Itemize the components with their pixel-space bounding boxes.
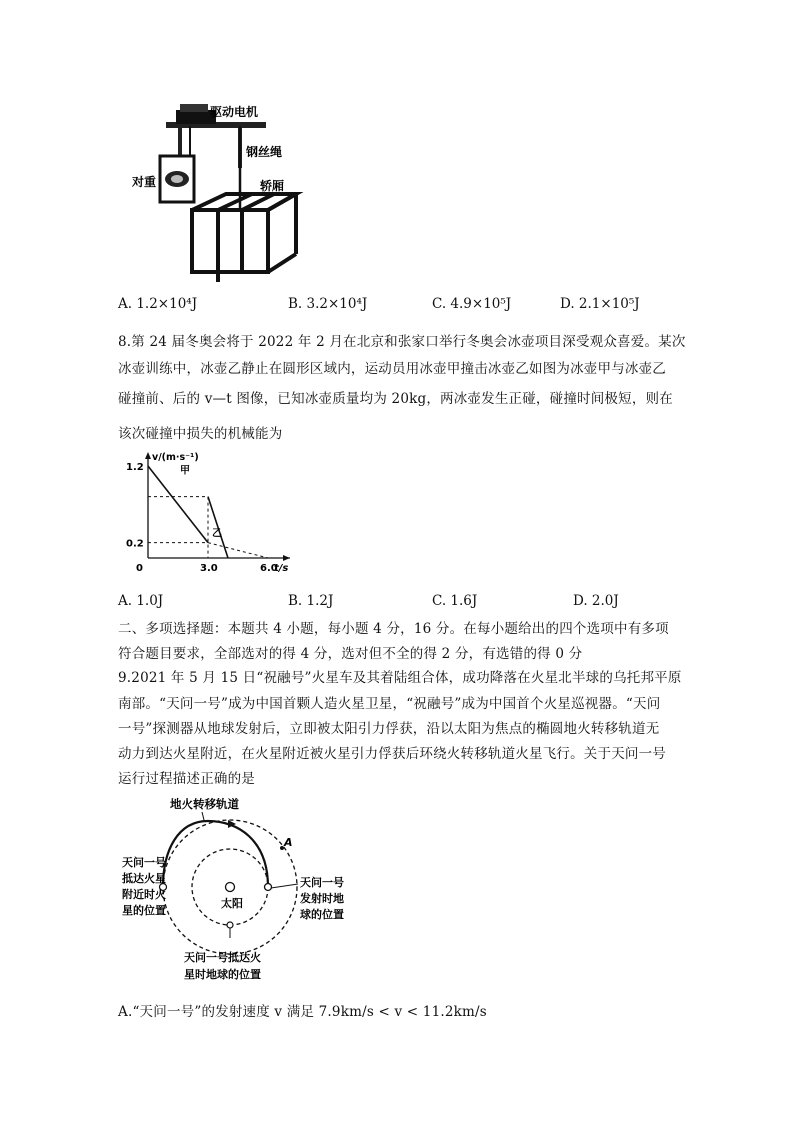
sun-marker [226, 883, 235, 892]
orbit-figure [118, 790, 368, 990]
arrival-earth-label-2: 星时地球的位置 [184, 968, 261, 981]
q9-line-5: 运行过程描述正确的是 [118, 771, 255, 787]
q8-option-a: A. 1.0J [118, 593, 164, 609]
series-label-jia: 甲 [180, 465, 190, 477]
wire-label: 钢丝绳 [246, 145, 283, 159]
arrival-earth-label-1: 天问一号抵达火 [184, 951, 261, 964]
arrival-mars-label-1: 天问一号 [122, 856, 166, 869]
launch-earth-label-3: 球的位置 [300, 908, 344, 921]
launch-earth-label-2: 发射时地 [300, 892, 344, 905]
q8-line-2: 冰壶训练中，冰壶乙静止在圆形区域内，运动员用冰壶甲撞击冰壶乙如图为冰壶甲与冰壶乙 [118, 361, 666, 377]
q9-line-4: 动力到达火星附近，在火星附近被火星引力俘获后环绕火转移轨道火星飞行。关于天问一号 [118, 746, 666, 762]
y-axis-label: v/(m·s⁻¹) [152, 452, 199, 463]
series-line-0 [148, 466, 208, 543]
extension-dashed-line [208, 543, 268, 558]
q7-option-d: D. 2.1×10⁵J [560, 296, 640, 312]
q9-line-1: 9.2021 年 5 月 15 日“祝融号”火星车及其着陆组合体，成功降落在火星北半球的乌托邦平原 [118, 670, 682, 686]
q8-line-3: 碰撞前、后的 v—t 图像，已知冰壶质量均为 20kg，两冰壶发生正碰，碰撞时间极短，则在 [118, 391, 673, 407]
x-tick-label: 3.0 [200, 563, 218, 574]
series-label-yi: 乙 [212, 528, 222, 540]
arrival-mars-label-2: 抵达火星 [122, 872, 166, 885]
q9-line-3: 一号”探测器从地球发射后，立即被太阳引力俘获，沿以太阳为焦点的椭圆地火转移轨道无 [118, 721, 660, 737]
launch-earth-label-1: 天问一号 [300, 876, 344, 889]
q9-line-2: 南部。“天问一号”成为中国首颗人造火星卫星，“祝融号”成为中国首个火星巡视器。“天问 [118, 696, 661, 712]
q8-option-d: D. 2.0J [573, 593, 619, 609]
vt-chart [120, 448, 290, 578]
point-a-label: A [284, 836, 293, 849]
motor-label: 驱动电机 [210, 105, 259, 119]
section2-line-1: 二、多项选择题：本题共 4 小题，每小题 4 分，16 分。在每小题给出的四个选项中有多项 [118, 621, 669, 637]
earth-launch-marker [265, 884, 272, 891]
transfer-orbit [163, 821, 268, 887]
x-axis-arrow [283, 555, 290, 561]
counterweight-label: 对重 [132, 175, 157, 189]
q7-option-a: A. 1.2×10⁴J [118, 296, 198, 312]
x-tick-label: 6.0 [260, 563, 278, 574]
y-tick-label: 0.2 [126, 538, 144, 550]
y-axis-arrow [145, 452, 151, 459]
q8-option-b: B. 1.2J [288, 593, 334, 609]
earth-arrival-marker [227, 922, 233, 928]
section2-line-2: 符合题目要求，全部选对的得 4 分，选对但不全的得 2 分，有选错的得 0 分 [118, 646, 583, 662]
car-label: 轿厢 [260, 179, 285, 193]
q7-option-c: C. 4.9×10⁵J [432, 296, 512, 312]
q9-option-a: A.“天问一号”的发射速度 v 满足 7.9km/s < v < 11.2km/s [118, 1004, 487, 1020]
elevator-figure [118, 98, 318, 283]
arrival-mars-label-3: 附近时火 [122, 888, 166, 901]
car-shape [192, 194, 296, 282]
q7-option-b: B. 3.2×10⁴J [288, 296, 368, 312]
arrival-mars-label-4: 星的位置 [122, 904, 166, 917]
series-line-1 [208, 497, 228, 558]
q8-line-4: 该次碰撞中损失的机械能为 [118, 426, 283, 442]
q8-line-1: 8.第 24 届冬奥会将于 2022 年 2 月在北京和张家口举行冬奥会冰壶项目深受观众喜爱。某次 [118, 334, 686, 350]
x-axis-label: t/s [274, 563, 289, 574]
x-tick-label: 0 [136, 563, 143, 574]
y-tick-label: 1.2 [126, 462, 144, 473]
transfer-orbit-label: 地火转移轨道 [170, 797, 239, 811]
sun-label: 太阳 [221, 897, 243, 910]
q8-option-c: C. 1.6J [432, 593, 478, 609]
